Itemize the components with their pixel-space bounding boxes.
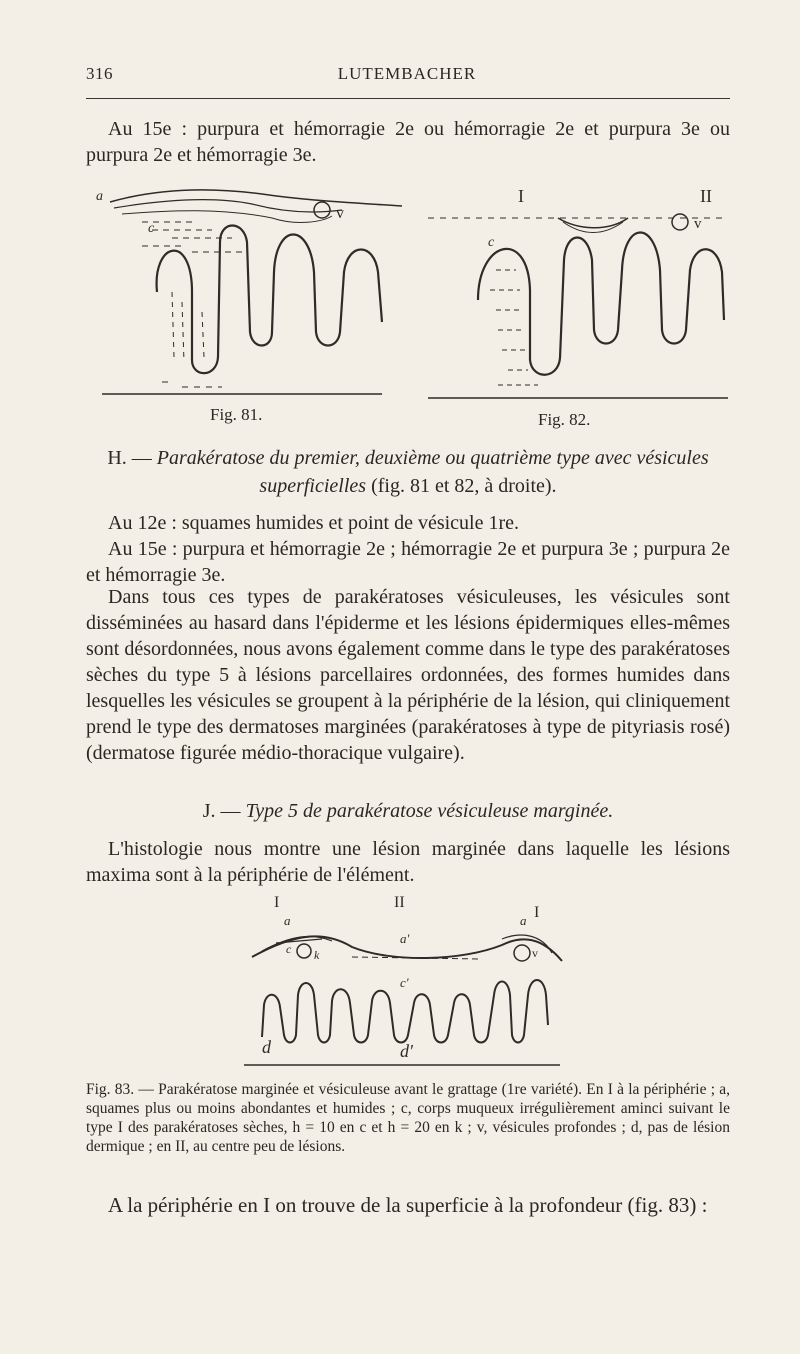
fig83-letter-a1: a — [284, 913, 291, 928]
section-j-heading — [86, 798, 730, 824]
figure-82-drawing — [418, 180, 738, 405]
fig82-letter-v: v — [694, 216, 702, 232]
fig83-letter-II: II — [394, 895, 405, 911]
section-j-title: Type 5 de parakératose vésiculeuse marginée. — [245, 800, 614, 822]
section-h-tail: (fig. 81 et 82, à droite). — [371, 475, 557, 497]
page-number: 316 — [86, 64, 113, 83]
running-title: LUTEMBACHER — [337, 64, 477, 83]
fig83-letter-a2: a' — [400, 931, 410, 946]
fig82-letter-c: c — [488, 235, 495, 250]
paragraph-au-15: Au 15e : purpura et hémorragie 2e ; hémorragie 2e et purpura 3e ; purpura 2e et hémorragie 3e. — [86, 538, 730, 586]
section-h-title: Parakératose du premier, deuxième ou quatrième type avec vésicules superficielles — [156, 447, 709, 497]
section-h-heading — [86, 444, 730, 500]
fig83-letter-d: d — [262, 1037, 271, 1057]
fig83-letter-I: I — [274, 895, 280, 911]
paragraph-dans-tous: Dans tous ces types de parakératoses vésiculeuses, les vésicules sont disséminées au hasard dans l'épiderme et les lésions épidermiques elles-mêmes sont désordonnées, nous avons également comme dans le type des parakératoses sèches du type 5 à lésions parcellaires ordonnées, des formes humides dans lesquelles les vésicules se groupent à la périphérie de la lésion, qui cliniquement prend le type des dermatoses marginées (parakératoses à type de pityriasis rosé) (dermatose figurée médio-thoracique vulgaire). — [86, 586, 730, 764]
page-header — [86, 64, 728, 94]
fig81-letter-c: c — [148, 221, 155, 236]
fig83-letter-d2: d' — [400, 1041, 413, 1061]
fig83-letter-a3: a — [520, 913, 527, 928]
fig83-letter-k: k — [314, 948, 320, 962]
fig81-letter-v: v — [336, 205, 344, 222]
paragraph-au-15-intro: Au 15e : purpura et hémorragie 2e ou hémorragie 2e et purpura 3e ou purpura 2e et hémorragie 3e. — [86, 118, 730, 166]
section-h-letter: H. — — [107, 447, 152, 469]
figure-83-drawing — [232, 895, 572, 1075]
fig83-letter-c2: c' — [400, 975, 409, 990]
fig83-letter-Ir: I — [534, 904, 540, 921]
paragraph-a-la-peripherie: A la périphérie en I on trouve de la superficie à la profondeur (fig. 83) : — [108, 1193, 708, 1217]
fig83-letter-c: c — [286, 942, 292, 956]
fig-81-label: Fig. 81. — [210, 405, 263, 424]
fig-82-label: Fig. 82. — [538, 410, 591, 429]
header-rule — [86, 98, 730, 99]
figure-81-drawing — [82, 182, 412, 402]
fig82-letter-I: I — [518, 186, 524, 206]
section-j-letter: J. — — [202, 800, 241, 822]
fig-83-caption: Fig. 83. — Parakératose marginée et vésiculeuse avant le grattage (1re variété). En I à la périphérie ; a, squames plus ou moins abondantes et humides ; c, corps muqueux irrégulièrement aminci suivant le type I des parakératoses sèches, h = 10 en c et h = 20 en k ; v, vésicules profondes ; d, pas de lésion dermique ; en II, au centre peu de lésions. — [86, 1081, 730, 1155]
fig81-letter-a: a — [96, 189, 103, 204]
fig82-letter-II: II — [700, 186, 712, 206]
fig83-letter-v: v — [532, 946, 538, 960]
paragraph-au-12: Au 12e : squames humides et point de vésicule 1re. — [108, 512, 520, 534]
paragraph-histologie: L'histologie nous montre une lésion marginée dans laquelle les lésions maxima sont à la périphérie de l'élément. — [86, 838, 730, 886]
